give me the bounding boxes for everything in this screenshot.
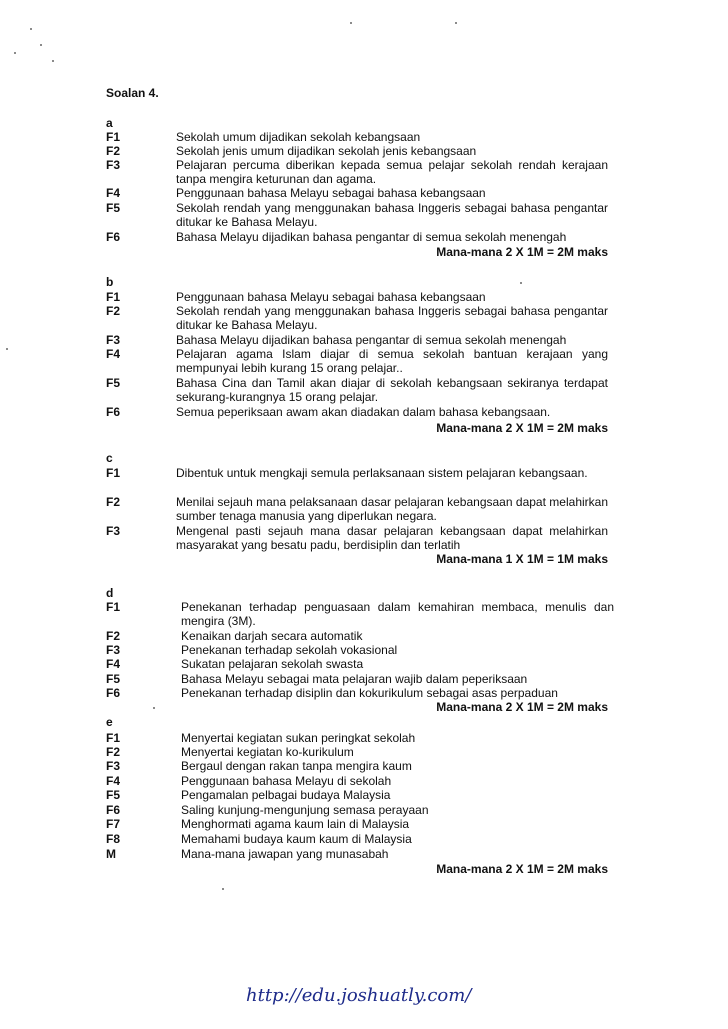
item-text: Menyertai kegiatan ko-kurikulum [181, 745, 354, 759]
item-code: F3 [106, 333, 121, 347]
footer-url: http://edu.joshuatly.com/ [246, 985, 472, 1006]
item-text: Penggunaan bahasa Melayu sebagai bahasa kebangsaan [176, 290, 486, 304]
item-text: Sekolah rendah yang menggunakan bahasa Inggeris sebagai bahasa pengantar ditukar ke Bahasa Melayu. [176, 201, 608, 229]
section-a-mark: Mana-mana 2 X 1M = 2M maks [436, 245, 608, 259]
scan-speck [52, 60, 54, 62]
item-code: F2 [106, 745, 121, 759]
section-b-letter: b [106, 275, 114, 289]
item-code: F6 [106, 405, 121, 419]
item-code: F2 [106, 144, 121, 158]
item-code: F3 [106, 643, 121, 657]
item-code: F7 [106, 817, 121, 831]
scan-speck [6, 348, 8, 350]
item-code: F6 [106, 686, 121, 700]
item-text: Bahasa Melayu sebagai mata pelajaran wajib dalam peperiksaan [181, 672, 528, 686]
section-e-letter: e [106, 715, 113, 729]
item-text: Bergaul dengan rakan tanpa mengira kaum [181, 759, 412, 773]
item-text: Dibentuk untuk mengkaji semula perlaksanaan sistem pelajaran kebangsaan. [176, 466, 588, 480]
item-code: F5 [106, 201, 121, 215]
item-code: F6 [106, 803, 121, 817]
item-code: F5 [106, 376, 121, 390]
item-code: F1 [106, 600, 121, 614]
item-text: Menyertai kegiatan sukan peringkat sekolah [181, 731, 416, 745]
item-code: F4 [106, 774, 121, 788]
item-code: F3 [106, 524, 121, 538]
item-code: F5 [106, 788, 121, 802]
section-d-mark: Mana-mana 2 X 1M = 2M maks [436, 700, 608, 714]
item-text: Bahasa Melayu dijadikan bahasa pengantar di semua sekolah menengah [176, 333, 567, 347]
item-code: F8 [106, 832, 121, 846]
item-text: Menghormati agama kaum lain di Malaysia [181, 817, 410, 831]
item-text: Bahasa Melayu dijadikan bahasa pengantar di semua sekolah menengah [176, 230, 567, 244]
item-code: F2 [106, 629, 121, 643]
scan-speck [455, 22, 457, 24]
scan-speck [40, 44, 42, 46]
scan-speck [14, 52, 16, 54]
item-code: F1 [106, 130, 121, 144]
section-a-letter: a [106, 116, 113, 130]
item-text: Mengenal pasti sejauh mana dasar pelajaran kebangsaan dapat melahirkan masyarakat yang besatu padu, berdisiplin dan terlatih [176, 524, 608, 552]
item-code: F3 [106, 759, 121, 773]
item-code: F4 [106, 347, 121, 361]
scan-speck [350, 22, 352, 24]
item-text: Menilai sejauh mana pelaksanaan dasar pelajaran kebangsaan dapat melahirkan sumber tenaga manusia yang diperlukan negara. [176, 495, 608, 523]
item-code: F5 [106, 672, 121, 686]
item-code: F2 [106, 495, 121, 509]
scan-speck [30, 28, 32, 30]
scan-speck [222, 888, 224, 890]
item-text: Penekanan terhadap disiplin dan kokurikulum sebagai asas perpaduan [181, 686, 558, 700]
item-code: F4 [106, 657, 121, 671]
item-code: F2 [106, 304, 121, 318]
item-code: M [106, 847, 116, 861]
item-text: Bahasa Cina dan Tamil akan diajar di sekolah kebangsaan sekiranya terdapat sekurang-kurangnya 15 orang pelajar. [176, 376, 608, 404]
scan-speck [153, 707, 155, 709]
item-text: Sekolah rendah yang menggunakan bahasa Inggeris sebagai bahasa pengantar ditukar ke Bahasa Melayu. [176, 304, 608, 332]
section-c-letter: c [106, 451, 113, 465]
item-text: Mana-mana jawapan yang munasabah [181, 847, 389, 861]
item-text: Saling kunjung-mengunjung semasa perayaan [181, 803, 429, 817]
item-code: F4 [106, 186, 121, 200]
item-text: Sukatan pelajaran sekolah swasta [181, 657, 364, 671]
item-text: Sekolah umum dijadikan sekolah kebangsaan [176, 130, 421, 144]
item-code: F1 [106, 290, 121, 304]
item-text: Memahami budaya kaum kaum di Malaysia [181, 832, 412, 846]
item-code: F3 [106, 158, 121, 172]
item-text: Sekolah jenis umum dijadikan sekolah jenis kebangsaan [176, 144, 477, 158]
item-text: Pengamalan pelbagai budaya Malaysia [181, 788, 391, 802]
item-text: Pelajaran percuma diberikan kepada semua pelajar sekolah rendah kerajaan tanpa mengira keturunan dan agama. [176, 158, 608, 186]
section-e-mark: Mana-mana 2 X 1M = 2M maks [436, 862, 608, 876]
item-text: Penekanan terhadap sekolah vokasional [181, 643, 398, 657]
scan-speck [520, 282, 522, 284]
section-c-mark: Mana-mana 1 X 1M = 1M maks [436, 552, 608, 566]
item-code: F1 [106, 466, 121, 480]
item-text: Kenaikan darjah secara automatik [181, 629, 363, 643]
item-text: Penggunaan bahasa Melayu di sekolah [181, 774, 392, 788]
item-code: F1 [106, 731, 121, 745]
section-d-letter: d [106, 586, 114, 600]
item-text: Penekanan terhadap penguasaan dalam kemahiran membaca, menulis dan mengira (3M). [181, 600, 614, 628]
question-title: Soalan 4. [106, 86, 159, 100]
item-code: F6 [106, 230, 121, 244]
item-text: Semua peperiksaan awam akan diadakan dalam bahasa kebangsaan. [176, 405, 551, 419]
section-b-mark: Mana-mana 2 X 1M = 2M maks [436, 421, 608, 435]
item-text: Penggunaan bahasa Melayu sebagai bahasa kebangsaan [176, 186, 486, 200]
item-text: Pelajaran agama Islam diajar di semua sekolah bantuan kerajaan yang mempunyai lebih kurang 15 orang pelajar.. [176, 347, 608, 375]
